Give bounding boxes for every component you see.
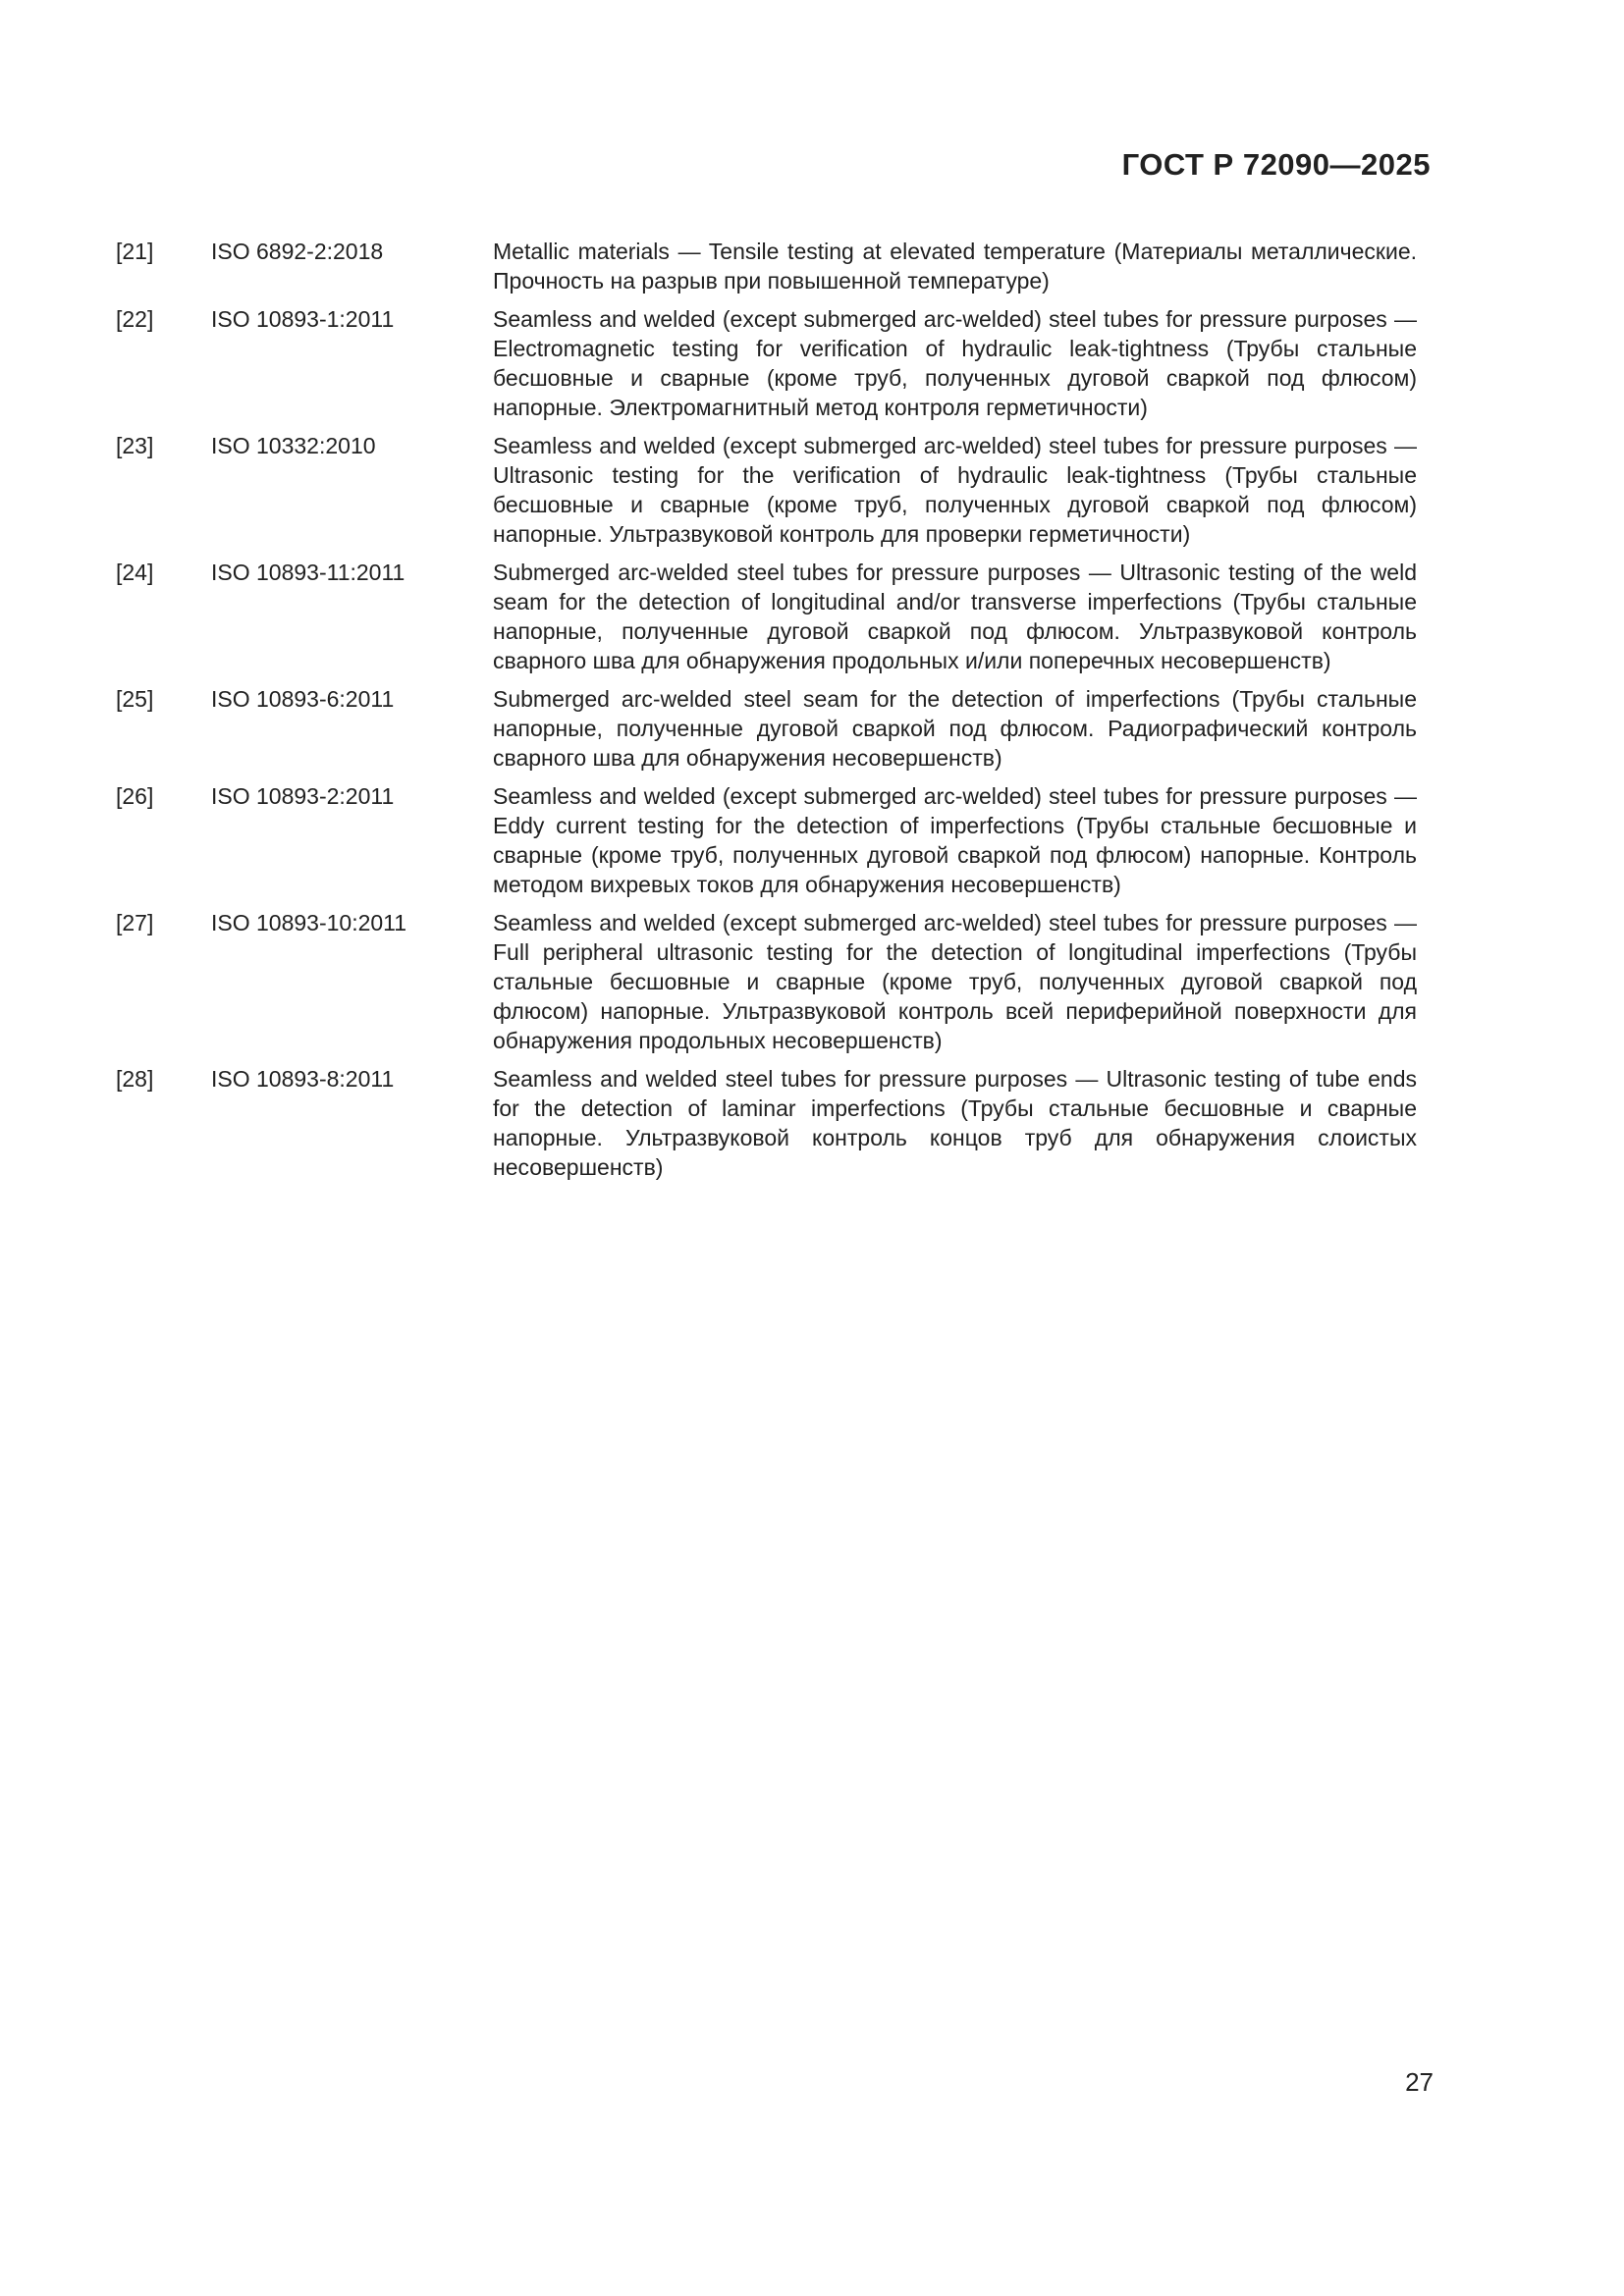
entry-description: Submerged arc-welded steel tubes for pressure purposes — Ultrasonic testing of the weld seam for the detection of longitudinal and/or transverse imperfections (Трубы стальные напорные, полученные дуговой сваркой под флюсом. Ультразвуковой контроль сварного шва для обнаружения продольных и/или поперечных несовершенств) (493, 560, 1417, 673)
entry-description: Seamless and welded steel tubes for pressure purposes — Ultrasonic testing of tube ends for the detection of laminar imperfections (Трубы стальные бесшовные и сварные напорные. Ультразвуковой контроль концов труб для обнаружения слоистых несовершенств) (493, 1066, 1417, 1180)
page-header (116, 147, 1431, 183)
entry-standard-code: ISO 10893-8:2011 (211, 1066, 395, 1092)
entry-ref-number: [21] (116, 239, 154, 264)
entry-description: Seamless and welded (except submerged arc-welded) steel tubes for pressure purposes — Electromagnetic testing for verification of hydraulic leak-tightness (Трубы стальные бесшовные и сварные (кроме труб, полученных дуговой сваркой под флюсом) напорные. Электромагнитный метод контроля герметичности) (493, 306, 1417, 420)
entry-description: Seamless and welded (except submerged arc-welded) steel tubes for pressure purposes — Full peripheral ultrasonic testing for the detection of longitudinal imperfections (Трубы стальные бесшовные и сварные (кроме труб, полученных дуговой сваркой под флюсом) напорные. Ультразвуковой контроль всей периферийной поверхности для обнаружения продольных несовершенств) (493, 910, 1417, 1053)
bibliography-entry (116, 908, 1417, 1055)
entry-standard-code: ISO 10332:2010 (211, 433, 376, 458)
entry-ref-number: [25] (116, 686, 154, 712)
entry-standard-code: ISO 10893-1:2011 (211, 306, 395, 332)
entry-standard-code: ISO 10893-2:2011 (211, 783, 395, 809)
entry-description: Submerged arc-welded steel seam for the detection of imperfections (Трубы стальные напорные, полученные дуговой сваркой под флюсом. Радиографический контроль сварного шва для обнаружения несовершенств) (493, 686, 1417, 771)
bibliography-list (116, 237, 1417, 1191)
bibliography-entry (116, 684, 1417, 773)
entry-ref-number: [22] (116, 306, 154, 332)
bibliography-entry (116, 237, 1417, 295)
entry-ref-number: [23] (116, 433, 154, 458)
bibliography-entry (116, 781, 1417, 899)
bibliography-entry (116, 431, 1417, 549)
entry-description: Seamless and welded (except submerged arc-welded) steel tubes for pressure purposes — Ultrasonic testing for the verification of hydraulic leak-tightness (Трубы стальные бесшовные и сварные (кроме труб, полученных дуговой сваркой под флюсом) напорные. Ультразвуковой контроль для проверки герметичности) (493, 433, 1417, 547)
entry-standard-code: ISO 10893-10:2011 (211, 910, 407, 935)
entry-standard-code: ISO 10893-11:2011 (211, 560, 406, 585)
bibliography-entry (116, 304, 1417, 422)
page-number: 27 (1405, 2067, 1434, 2097)
entry-description: Metallic materials — Tensile testing at elevated temperature (Материалы металлические. Прочность на разрыв при повышенной температуре) (493, 239, 1417, 294)
entry-ref-number: [27] (116, 910, 154, 935)
entry-standard-code: ISO 10893-6:2011 (211, 686, 395, 712)
entry-ref-number: [28] (116, 1066, 154, 1092)
entry-standard-code: ISO 6892-2:2018 (211, 239, 384, 264)
document-code: ГОСТ Р 72090—2025 (1121, 147, 1431, 182)
bibliography-entry (116, 1064, 1417, 1182)
entry-description: Seamless and welded (except submerged arc-welded) steel tubes for pressure purposes — Eddy current testing for the detection of imperfections (Трубы стальные бесшовные и сварные (кроме труб, полученных дуговой сваркой под флюсом) напорные. Контроль методом вихревых токов для обнаружения несовершенств) (493, 783, 1417, 897)
bibliography-entry (116, 558, 1417, 675)
entry-ref-number: [26] (116, 783, 154, 809)
entry-ref-number: [24] (116, 560, 154, 585)
